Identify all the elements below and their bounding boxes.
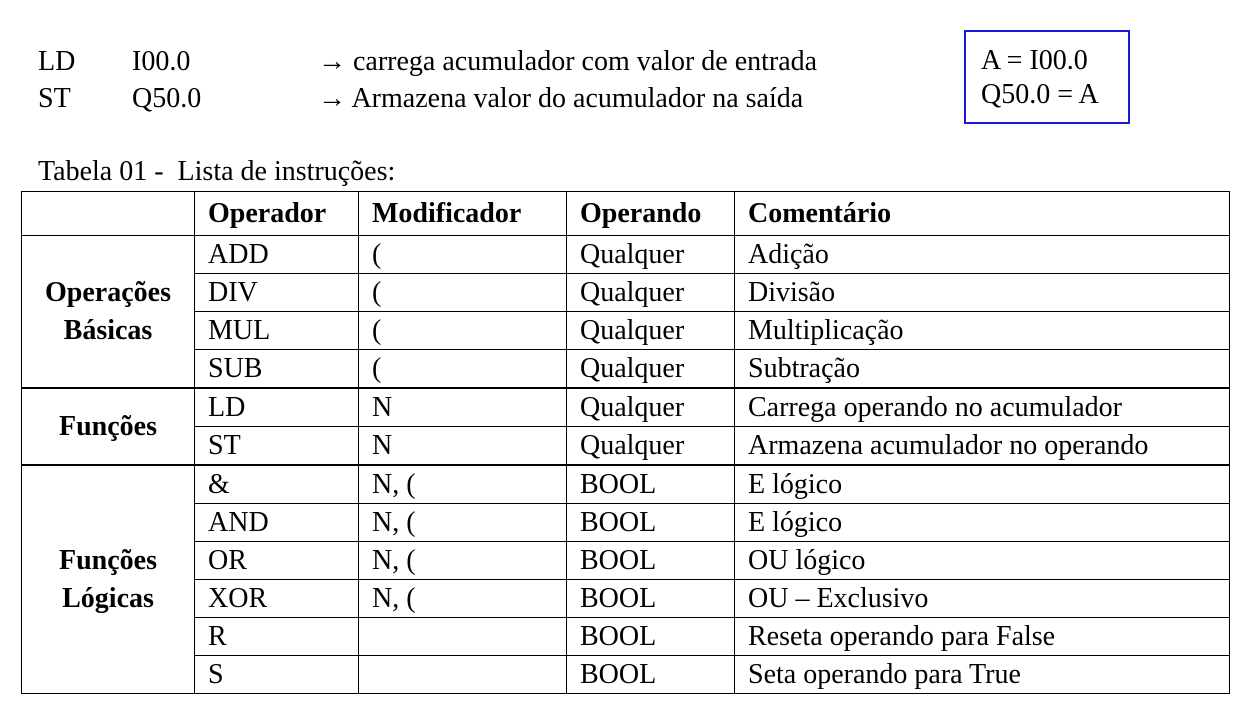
table-row	[22, 465, 1230, 504]
cell-operator: OR	[195, 542, 359, 580]
group-label-line: Lógicas	[62, 582, 154, 614]
cell-comment: Subtração	[735, 350, 1230, 389]
cell-operand: BOOL	[567, 580, 735, 618]
caption-text: Lista de instruções:	[177, 156, 396, 187]
cell-operator: XOR	[195, 580, 359, 618]
cell-operator: &	[195, 465, 359, 504]
table-row	[22, 312, 1230, 350]
cell-modifier: (	[359, 236, 567, 274]
cell-modifier: N	[359, 427, 567, 466]
cell-modifier	[359, 618, 567, 656]
cell-comment: Armazena acumulador no operando	[735, 427, 1230, 466]
table-row	[22, 656, 1230, 694]
cell-operator: ST	[195, 427, 359, 466]
cell-modifier: (	[359, 350, 567, 389]
caption-prefix: Tabela 01 -	[38, 156, 164, 187]
cell-comment: E lógico	[735, 465, 1230, 504]
cell-comment: OU lógico	[735, 542, 1230, 580]
group-label-line: Funções	[59, 410, 157, 442]
cell-operand: BOOL	[567, 504, 735, 542]
cell-comment: Divisão	[735, 274, 1230, 312]
group-label	[22, 465, 195, 694]
group-label	[22, 388, 195, 465]
code-description: → carrega acumulador com valor de entrada	[318, 46, 818, 77]
table-header-row	[22, 192, 1230, 236]
cell-comment: Reseta operando para False	[735, 618, 1230, 656]
group-label-line: Básicas	[63, 314, 153, 346]
table-row	[22, 427, 1230, 466]
cell-modifier: N, (	[359, 465, 567, 504]
cell-operand: Qualquer	[567, 427, 735, 466]
equation-line: A = I00.0	[981, 45, 1088, 76]
cell-comment: Carrega operando no acumulador	[735, 388, 1230, 427]
cell-operand: BOOL	[567, 618, 735, 656]
code-operator: LD	[38, 46, 76, 77]
cell-comment: Multiplicação	[735, 312, 1230, 350]
cell-operand: Qualquer	[567, 312, 735, 350]
table-row	[22, 236, 1230, 274]
cell-operator: DIV	[195, 274, 359, 312]
code-operand: I00.0	[132, 46, 191, 77]
cell-operator: ADD	[195, 236, 359, 274]
table-row	[22, 504, 1230, 542]
cell-comment: E lógico	[735, 504, 1230, 542]
cell-modifier: (	[359, 274, 567, 312]
cell-comment: Adição	[735, 236, 1230, 274]
header-operator: Operador	[195, 192, 359, 236]
equation-box	[964, 30, 1130, 124]
table-row	[22, 350, 1230, 389]
table-row	[22, 274, 1230, 312]
table-row	[22, 388, 1230, 427]
table-row	[22, 618, 1230, 656]
header-comment: Comentário	[735, 192, 1230, 236]
group-label	[22, 236, 195, 389]
cell-operator: R	[195, 618, 359, 656]
cell-modifier: N, (	[359, 542, 567, 580]
cell-operator: S	[195, 656, 359, 694]
cell-operand: Qualquer	[567, 236, 735, 274]
header-modifier: Modificador	[359, 192, 567, 236]
cell-comment: OU – Exclusivo	[735, 580, 1230, 618]
cell-operand: Qualquer	[567, 388, 735, 427]
cell-modifier: (	[359, 312, 567, 350]
cell-comment: Seta operando para True	[735, 656, 1230, 694]
instruction-table	[21, 191, 1230, 694]
header-group	[22, 192, 195, 236]
cell-operator: AND	[195, 504, 359, 542]
group-label-line: Funções	[59, 544, 157, 576]
equation-line: Q50.0 = A	[981, 79, 1099, 110]
code-operand: Q50.0	[132, 83, 202, 114]
cell-modifier: N	[359, 388, 567, 427]
group-label-line: Operações	[45, 276, 171, 308]
code-description: → Armazena valor do acumulador na saída	[318, 83, 804, 114]
cell-operand: BOOL	[567, 542, 735, 580]
table-row	[22, 542, 1230, 580]
table-caption	[38, 154, 395, 190]
cell-operand: Qualquer	[567, 350, 735, 389]
cell-operator: LD	[195, 388, 359, 427]
header-operand: Operando	[567, 192, 735, 236]
cell-modifier: N, (	[359, 504, 567, 542]
cell-operand: BOOL	[567, 465, 735, 504]
code-operator: ST	[38, 83, 71, 114]
cell-operand: BOOL	[567, 656, 735, 694]
table-row	[22, 580, 1230, 618]
cell-operator: MUL	[195, 312, 359, 350]
cell-modifier: N, (	[359, 580, 567, 618]
cell-operand: Qualquer	[567, 274, 735, 312]
cell-modifier	[359, 656, 567, 694]
cell-operator: SUB	[195, 350, 359, 389]
